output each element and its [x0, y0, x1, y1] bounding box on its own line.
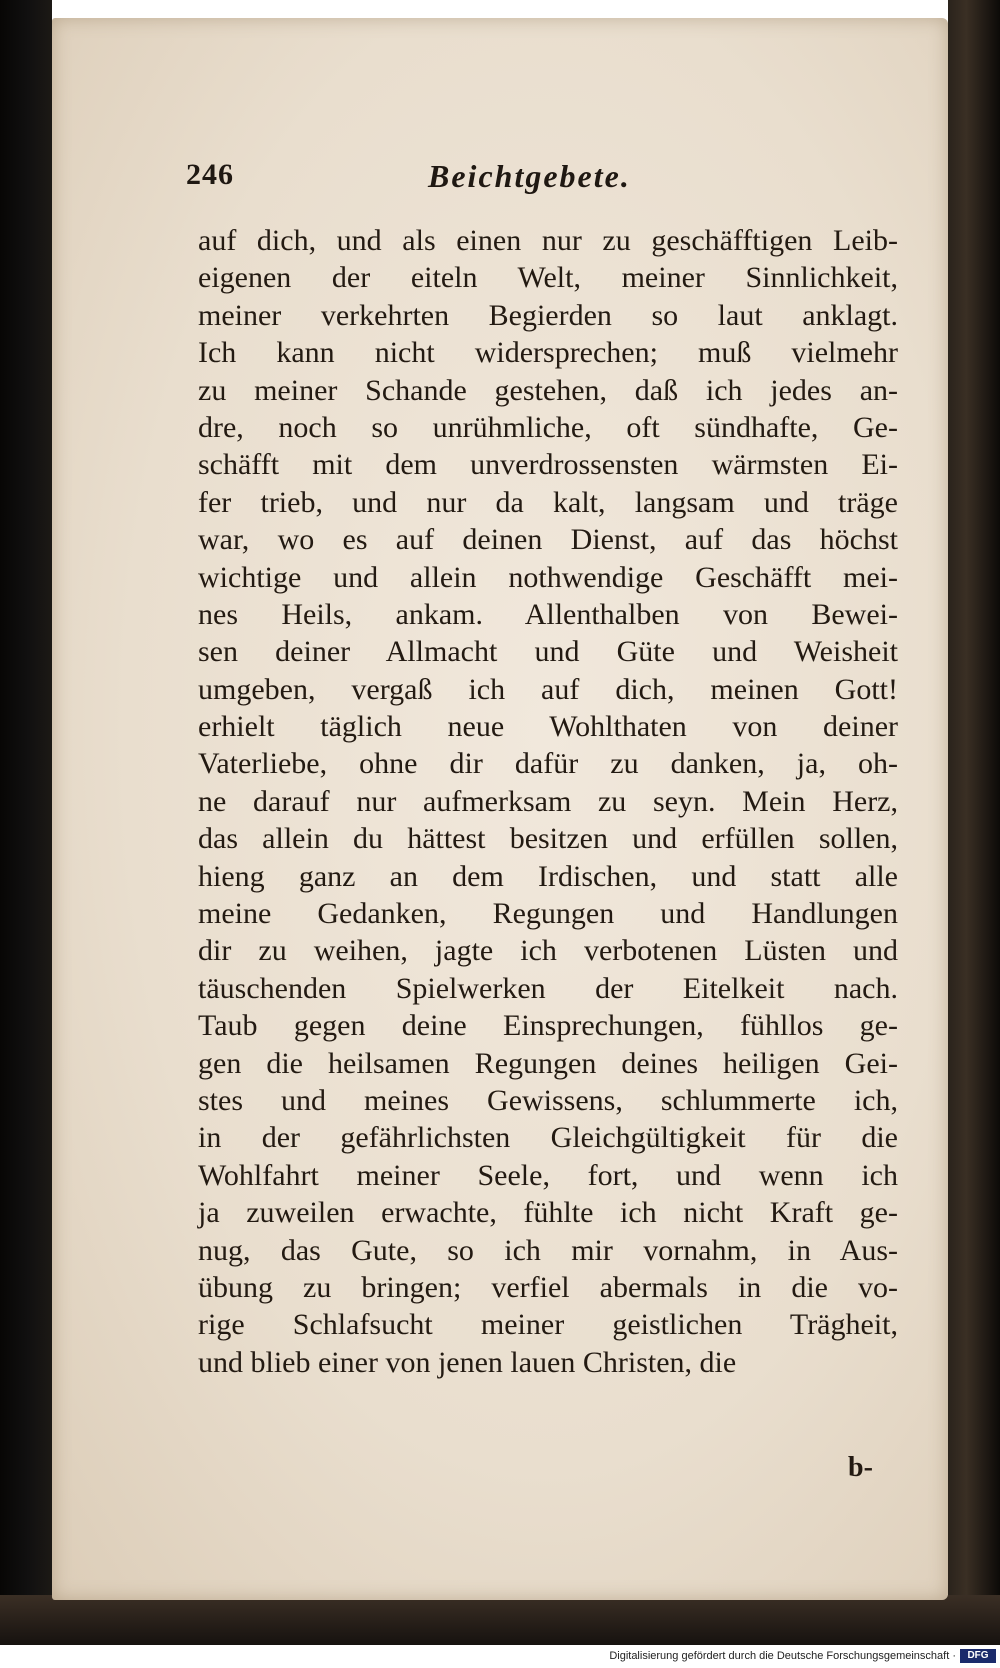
text-line: auf dich, und als einen nur zu geschäfftigen Leib-	[198, 224, 898, 257]
text-line: in der gefährlichsten Gleichgültigkeit für die	[198, 1121, 898, 1155]
catchword: b-	[848, 1452, 873, 1483]
text-line: fer trieb, und nur da kalt, langsam und träge	[198, 485, 898, 519]
text-line: umgeben, vergaß ich auf dich, meinen Gott!	[198, 672, 898, 706]
book-cover-bottom-edge	[0, 1595, 1000, 1645]
text-line: hieng ganz an dem Irdischen, und statt alle	[198, 859, 898, 893]
text-line: wichtige und allein nothwendige Geschäfft mei-	[198, 560, 898, 594]
text-line: übung zu bringen; verfiel abermals in die vo-	[198, 1270, 898, 1304]
text-line: ja zuweilen erwachte, fühlte ich nicht Kraft ge-	[198, 1196, 898, 1230]
text-line: dir zu weihen, jagte ich verbotenen Lüsten und	[198, 934, 898, 968]
text-line: schäfft mit dem unverdrossensten wärmsten Ei-	[198, 448, 898, 482]
text-line: erhielt täglich neue Wohlthaten von deiner	[198, 710, 898, 744]
body-text	[198, 222, 898, 1381]
text-line: das allein du hättest besitzen und erfüllen sollen,	[198, 822, 898, 856]
page-number: 246	[186, 158, 234, 191]
footer-credit: Digitalisierung gefördert durch die Deutsche Forschungsgemeinschaft ·	[609, 1650, 956, 1662]
book-cover-right-edge	[948, 0, 1000, 1645]
text-line: Ich kann nicht widersprechen; muß vielmehr	[198, 336, 898, 370]
text-line: meine Gedanken, Regungen und Handlungen	[198, 897, 898, 931]
book-gutter-shadow	[0, 0, 52, 1645]
text-line: stes und meines Gewissens, schlummerte ich,	[198, 1083, 898, 1117]
text-line: Vaterliebe, ohne dir dafür zu danken, ja, oh-	[198, 747, 898, 781]
text-line: sen deiner Allmacht und Güte und Weisheit	[198, 635, 898, 669]
text-line: nug, das Gute, so ich mir vornahm, in Aus-	[198, 1233, 898, 1267]
text-line: nes Heils, ankam. Allenthalben von Bewei-	[198, 597, 898, 631]
running-head: Beichtgebete.	[428, 158, 631, 194]
text-line: rige Schlafsucht meiner geistlichen Trägheit,	[198, 1308, 898, 1342]
text-line: Wohlfahrt meiner Seele, fort, und wenn ich	[198, 1158, 898, 1192]
text-line: gen die heilsamen Regungen deines heiligen Gei-	[198, 1046, 898, 1080]
text-line: Taub gegen deine Einsprechungen, fühllos ge-	[198, 1009, 898, 1043]
text-line: meiner verkehrten Begierden so laut anklagt.	[198, 298, 898, 332]
text-line: täuschenden Spielwerken der Eitelkeit nach.	[198, 971, 898, 1005]
text-line: eigenen der eiteln Welt, meiner Sinnlichkeit,	[198, 261, 898, 295]
dfg-logo: DFG	[960, 1649, 996, 1663]
text-line: zu meiner Schande gestehen, daß ich jedes an-	[198, 373, 898, 407]
text-line: war, wo es auf deinen Dienst, auf das höchst	[198, 523, 898, 557]
page-header	[128, 158, 888, 198]
text-line: ne darauf nur aufmerksam zu seyn. Mein Herz,	[198, 784, 898, 818]
digitization-footer	[0, 1645, 1000, 1668]
text-line: und blieb einer von jenen lauen Christen, die	[198, 1345, 737, 1379]
text-line: dre, noch so unrühmliche, oft sündhafte, Ge-	[198, 410, 898, 444]
